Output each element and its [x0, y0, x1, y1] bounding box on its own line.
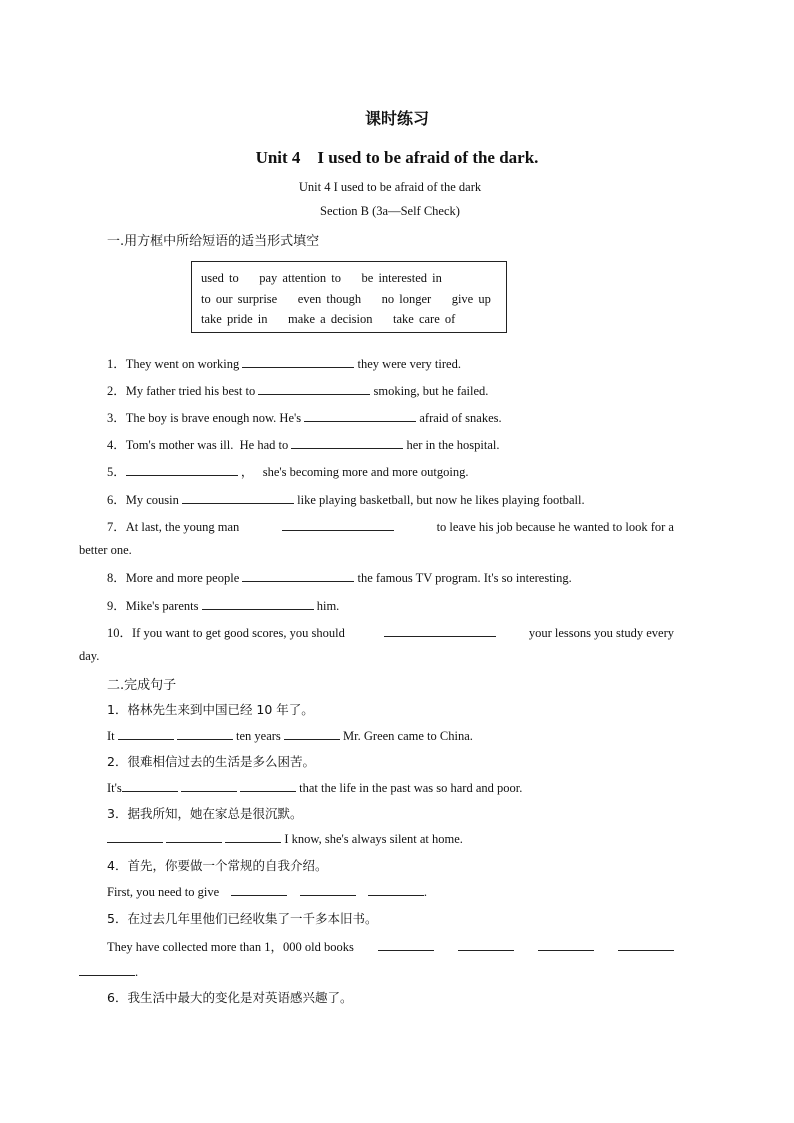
exercise-item-10: 10．If you want to get good scores, you should your lessons you study every [107, 626, 674, 640]
phrase-row: used to pay attention to be interested in [201, 271, 442, 285]
exercise-item-7: 7．At last, the young man to leave his job because he wanted to look for a [107, 520, 674, 534]
sentence-prompt-5: 5．在过去几年里他们已经收集了一千多本旧书。 [107, 911, 378, 926]
answer-blank[interactable] [242, 355, 354, 368]
exercise-item-5: 5． ， she's becoming more and more outgoing. [107, 465, 469, 479]
answer-blank[interactable] [182, 491, 294, 504]
sentence-prompt-2: 2．很难相信过去的生活是多么困苦。 [107, 754, 315, 769]
answer-blank[interactable] [378, 938, 434, 951]
part1-heading: 一.用方框中所给短语的适当形式填空 [107, 234, 320, 249]
answer-blank[interactable] [126, 463, 238, 476]
answer-blank[interactable] [122, 779, 178, 792]
exercise-item-9: 9．Mike's parents him. [107, 599, 340, 613]
exercise-item-6: 6．My cousin like playing basketball, but now he likes playing football. [107, 493, 585, 507]
answer-blank[interactable] [107, 830, 163, 843]
answer-blank[interactable] [291, 436, 403, 449]
sentence-answer-4: First, you need to give . [107, 885, 428, 899]
sentence-answer-5-continued: . [79, 963, 138, 980]
answer-blank[interactable] [368, 883, 424, 896]
answer-blank[interactable] [300, 883, 356, 896]
sentence-prompt-4: 4．首先，你要做一个常规的自我介绍。 [107, 858, 328, 873]
answer-blank[interactable] [240, 779, 296, 792]
answer-blank[interactable] [242, 569, 354, 582]
sentence-answer-2: It's that the life in the past was so hard and poor. [107, 781, 523, 795]
answer-blank[interactable] [231, 883, 287, 896]
answer-blank[interactable] [284, 727, 340, 740]
exercise-item-2: 2．My father tried his best to smoking, but he failed. [107, 384, 489, 398]
unit-subtitle: Unit 4 I used to be afraid of the dark [298, 180, 482, 194]
answer-blank[interactable] [458, 938, 514, 951]
unit-title: Unit 4 I used to be afraid of the dark. [255, 148, 539, 167]
answer-blank[interactable] [538, 938, 594, 951]
answer-blank[interactable] [166, 830, 222, 843]
section-subtitle: Section B (3a—Self Check) [320, 204, 460, 218]
sentence-answer-3: I know, she's always silent at home. [107, 830, 463, 847]
sentence-answer-5: They have collected more than 1，000 old books [107, 937, 674, 955]
page-title: 课时练习 [364, 109, 429, 128]
phrase-row: take pride in make a decision take care of [201, 312, 456, 326]
answer-blank[interactable] [282, 518, 394, 531]
answer-blank[interactable] [258, 382, 370, 395]
answer-blank[interactable] [225, 830, 281, 843]
sentence-prompt-1: 1．格林先生来到中国已经 10 年了。 [107, 702, 314, 717]
exercise-item-8: 8．More and more people the famous TV program. It's so interesting. [107, 571, 572, 585]
part2-heading: 二.完成句子 [107, 678, 177, 693]
phrase-box [191, 261, 507, 333]
phrase-row: to our surprise even though no longer give up [201, 291, 491, 306]
answer-blank[interactable] [181, 779, 237, 792]
answer-blank[interactable] [202, 597, 314, 610]
answer-blank[interactable] [177, 727, 233, 740]
answer-blank[interactable] [118, 727, 174, 740]
exercise-item-1: 1．They went on working they were very tired. [107, 357, 461, 371]
exercise-item-7-continued: better one. [79, 543, 132, 557]
answer-blank[interactable] [618, 938, 674, 951]
exercise-item-10-continued: day. [79, 649, 100, 663]
exercise-item-4: 4．Tom's mother was ill. He had to her in the hospital. [107, 438, 500, 452]
sentence-prompt-6: 6．我生活中最大的变化是对英语感兴趣了。 [107, 990, 353, 1005]
sentence-prompt-3: 3．据我所知，她在家总是很沉默。 [107, 806, 303, 821]
exercise-item-3: 3．The boy is brave enough now. He's afraid of snakes. [107, 411, 502, 425]
sentence-answer-1: It ten years Mr. Green came to China. [107, 729, 473, 743]
answer-blank[interactable] [384, 624, 496, 637]
answer-blank[interactable] [79, 963, 135, 976]
answer-blank[interactable] [304, 409, 416, 422]
